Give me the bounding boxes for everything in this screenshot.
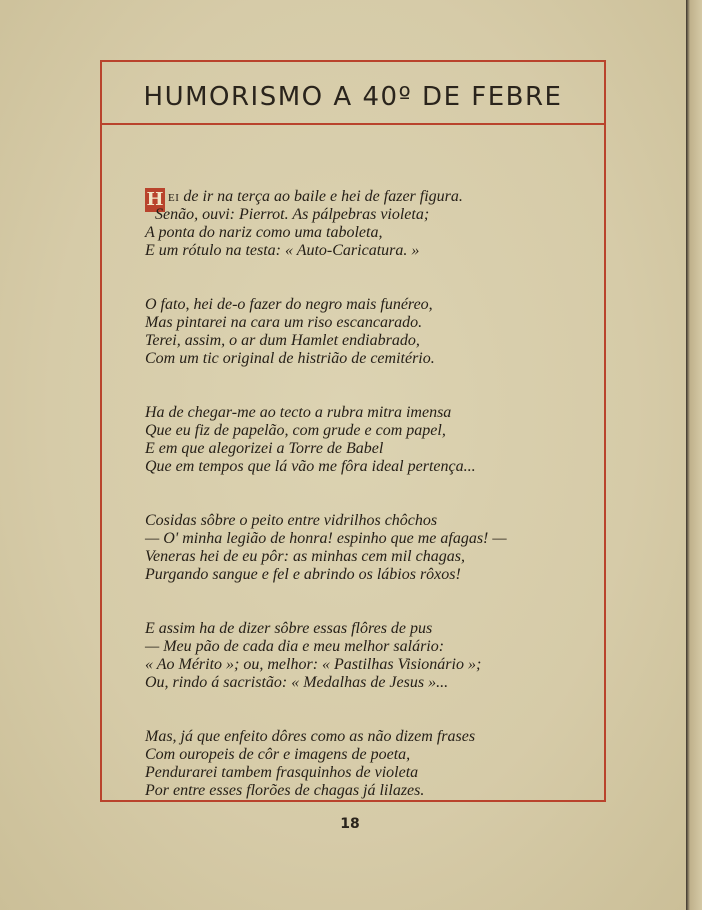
poem-line: Pendurarei tambem frasquinhos de violeta	[145, 764, 419, 781]
poem-line: Com um tic original de histrião de cemitério.	[145, 350, 435, 367]
stanza	[145, 404, 585, 476]
poem-line: Que eu fiz de papelão, com grude e com papel,	[145, 422, 446, 439]
poem-line: Ha de chegar-me ao tecto a rubra mitra imensa	[145, 404, 452, 421]
poem-line: E assim ha de dizer sôbre essas flôres de pus	[145, 620, 433, 637]
poem-line: A ponta do nariz como uma taboleta,	[145, 224, 383, 241]
poem-line: Purgando sangue e fel e abrindo os lábios rôxos!	[145, 566, 461, 583]
poem-line: — O' minha legião de honra! espinho que me afagas! —	[145, 530, 507, 547]
drop-cap: H	[146, 189, 164, 210]
facing-page-edge	[686, 0, 702, 910]
first-line-text: de ir na terça ao baile e hei de fazer figura.	[183, 188, 463, 205]
poem-line: Mas, já que enfeito dôres como as não dizem frases	[145, 728, 476, 745]
poem-body	[145, 188, 585, 836]
poem-line: Terei, assim, o ar dum Hamlet endiabrado,	[145, 332, 420, 349]
poem-line: Por entre esses florões de chagas já lilazes.	[145, 782, 425, 799]
poem-line: Mas pintarei na cara um riso escancarado.	[145, 314, 423, 331]
stanza	[145, 620, 585, 692]
poem-line: Cosidas sôbre o peito entre vidrilhos chôchos	[145, 512, 438, 529]
stanza	[145, 188, 585, 260]
poem-line: Senão, ouvi: Pierrot. As pálpebras violeta;	[155, 206, 430, 223]
poem-line: Com ouropeis de côr e imagens de poeta,	[145, 746, 411, 763]
poem-line: — Meu pão de cada dia e meu melhor salário:	[145, 638, 445, 655]
poem-line	[145, 188, 585, 210]
poem-line: O fato, hei de-o fazer do negro mais funéreo,	[145, 296, 433, 313]
first-word-smallcaps: EI	[168, 192, 180, 204]
stanza	[145, 296, 585, 368]
poem-line: « Ao Mérito »; ou, melhor: « Pastilhas Visionário »;	[145, 656, 482, 673]
poem-line: E em que alegorizei a Torre de Babel	[145, 440, 384, 457]
poem-line: Ou, rindo á sacristão: « Medalhas de Jesus »...	[145, 674, 449, 691]
poem-line: Veneras hei de eu pôr: as minhas cem mil chagas,	[145, 548, 465, 565]
poem-line: Que em tempos que lá vão me fôra ideal pertença...	[145, 458, 476, 475]
stanza	[145, 728, 585, 800]
header-rule	[100, 123, 606, 125]
poem-line: E um rótulo na testa: « Auto-Caricatura. »	[145, 242, 420, 259]
poem-title: HUMORISMO A 40º DE FEBRE	[143, 82, 563, 112]
page-number: 18	[340, 816, 360, 832]
stanza	[145, 512, 585, 584]
